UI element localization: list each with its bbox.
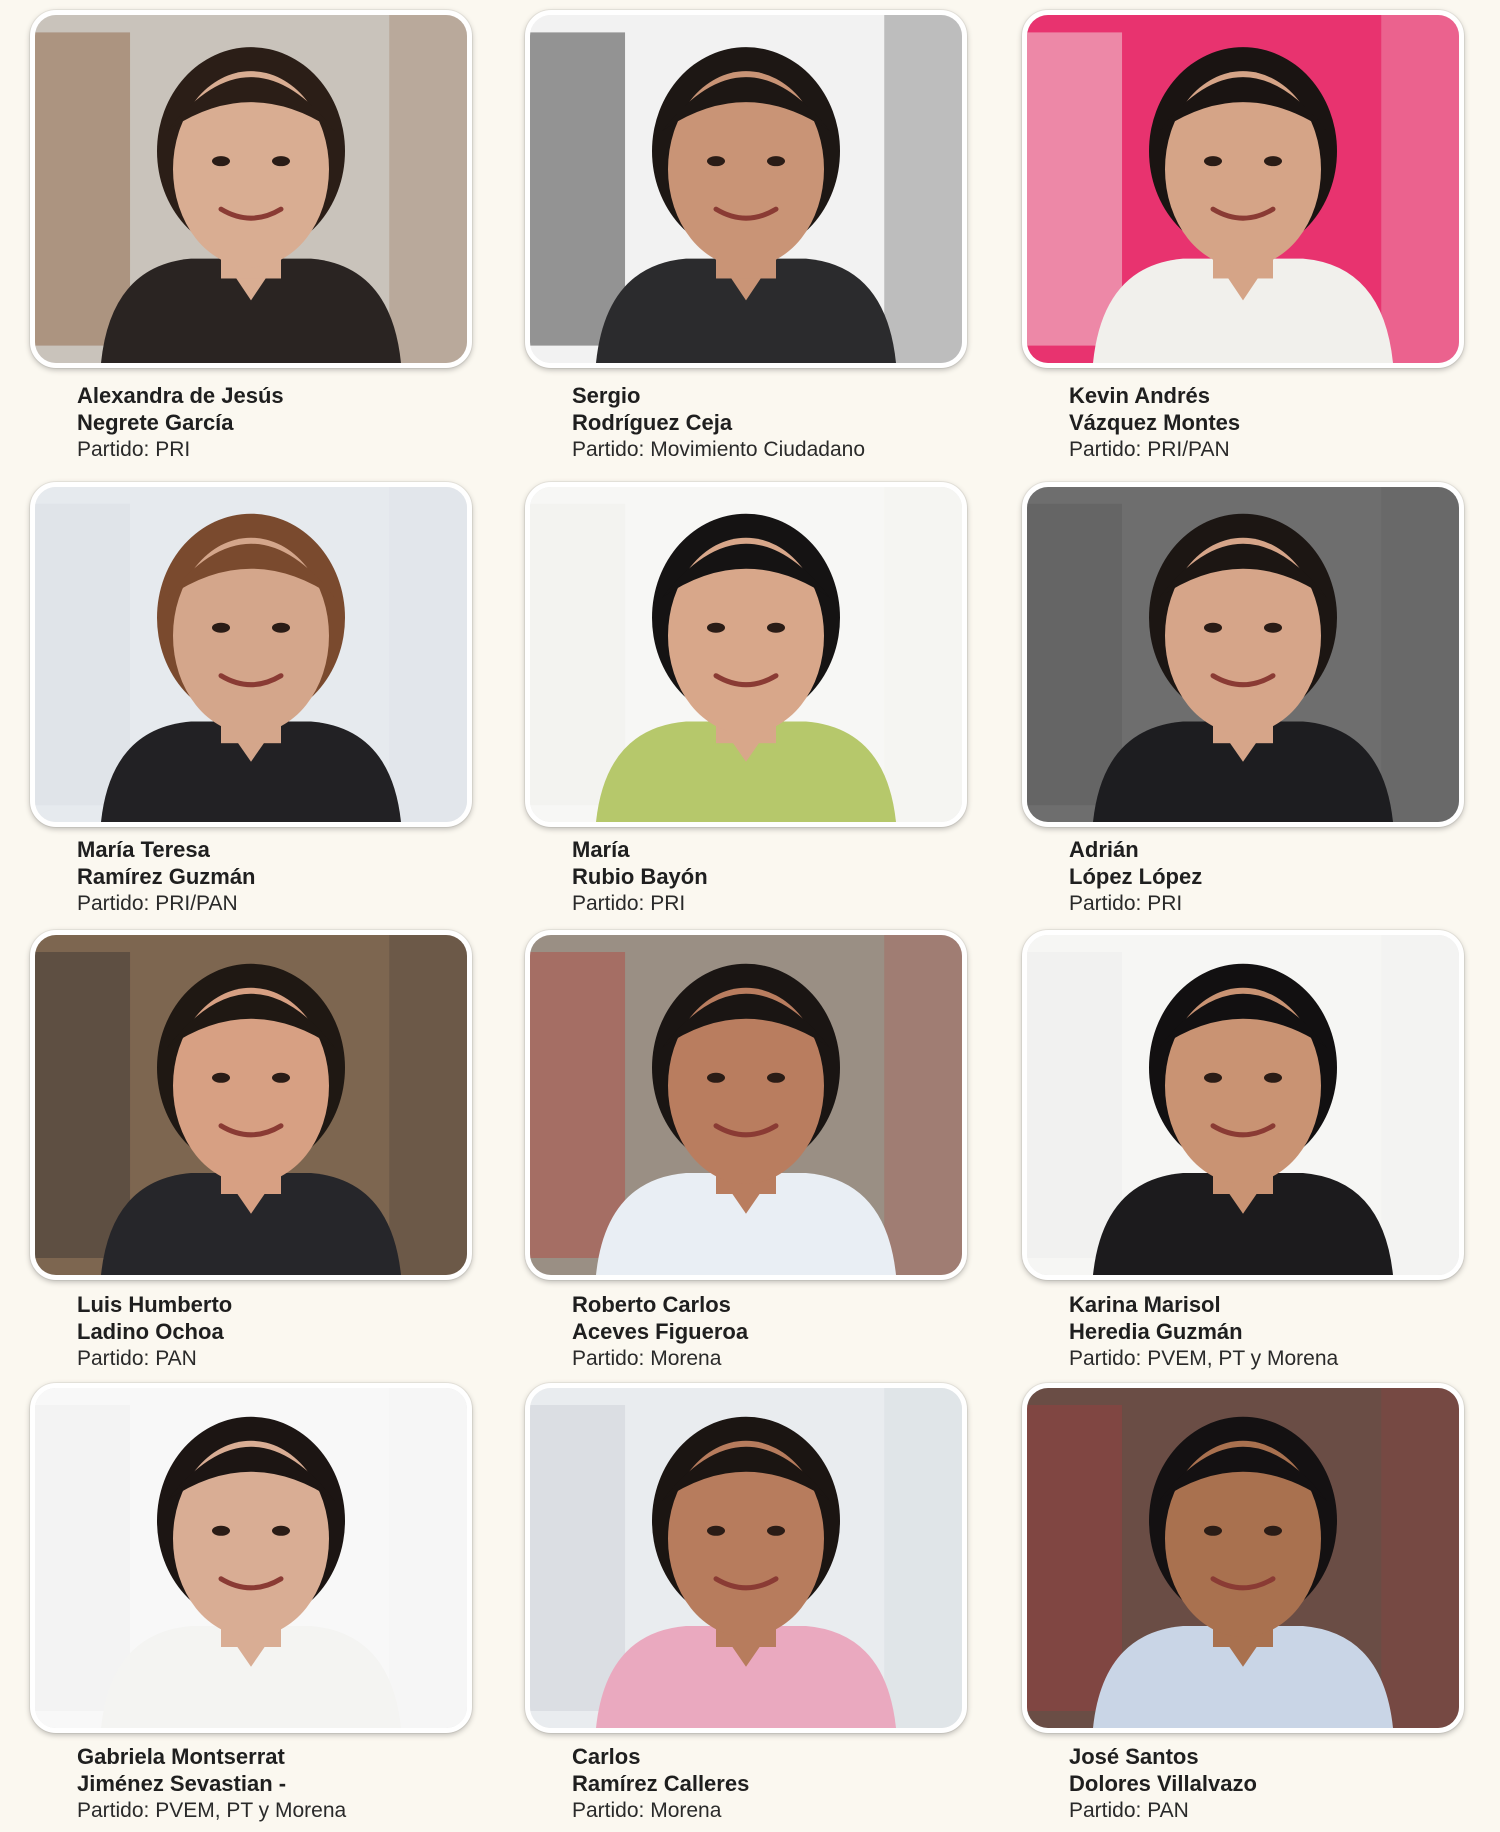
candidate-photo: [1022, 10, 1464, 368]
candidate-photo: [30, 930, 472, 1280]
candidate-caption: [77, 1291, 497, 1372]
candidate-caption: [77, 836, 497, 917]
candidate-first-name: Karina Marisol: [1069, 1292, 1221, 1317]
candidate-last-name: Rodríguez Ceja: [572, 410, 733, 435]
candidate-last-name: Dolores Villalvazo: [1069, 1771, 1257, 1796]
candidate-photo: [30, 10, 472, 368]
candidate-party: Partido: PRI: [77, 438, 191, 461]
candidate-photo: [1022, 1383, 1464, 1733]
portrait-illustration: [35, 15, 467, 363]
candidate-party: Partido: PVEM, PT y Morena: [1069, 1347, 1339, 1370]
candidate-party: Partido: PRI/PAN: [77, 892, 238, 915]
candidate-first-name: Kevin Andrés: [1069, 383, 1211, 408]
candidate-caption: [1069, 1291, 1489, 1372]
candidate-card: [525, 482, 965, 915]
candidate-photo: [30, 482, 472, 827]
candidate-caption: [572, 836, 992, 917]
candidate-last-name: López López: [1069, 864, 1203, 889]
candidate-photo: [525, 10, 967, 368]
candidate-first-name: Carlos: [572, 1744, 641, 1769]
candidate-party: Partido: PVEM, PT y Morena: [77, 1799, 347, 1822]
candidate-card: [525, 10, 965, 461]
candidate-caption: [572, 382, 992, 463]
portrait-illustration: [530, 1388, 962, 1728]
candidate-first-name: Adrián: [1069, 837, 1139, 862]
candidate-party: Partido: PRI: [572, 892, 686, 915]
candidate-last-name: Ladino Ochoa: [77, 1319, 224, 1344]
candidate-caption: [1069, 382, 1489, 463]
candidate-card: [1022, 10, 1462, 461]
candidate-first-name: Sergio: [572, 383, 641, 408]
portrait-illustration: [530, 487, 962, 822]
candidate-first-name: María Teresa: [77, 837, 210, 862]
candidate-party: Partido: PRI/PAN: [1069, 438, 1230, 461]
candidate-first-name: Luis Humberto: [77, 1292, 233, 1317]
candidate-caption: [1069, 1743, 1489, 1824]
candidate-last-name: Aceves Figueroa: [572, 1319, 749, 1344]
portrait-illustration: [35, 1388, 467, 1728]
candidate-last-name: Jiménez Sevastian -: [77, 1771, 287, 1796]
portrait-illustration: [1027, 935, 1459, 1275]
candidate-first-name: María: [572, 837, 630, 862]
candidate-card: [30, 930, 470, 1370]
candidate-card: [1022, 1383, 1462, 1822]
candidate-first-name: Roberto Carlos: [572, 1292, 731, 1317]
candidate-party: Partido: PAN: [1069, 1799, 1189, 1822]
candidate-party: Partido: Morena: [572, 1799, 722, 1822]
candidate-photo: [1022, 930, 1464, 1280]
candidate-card: [1022, 482, 1462, 915]
candidate-caption: [572, 1291, 992, 1372]
candidate-card: [525, 930, 965, 1370]
candidate-card: [30, 10, 470, 461]
candidate-photo: [30, 1383, 472, 1733]
candidate-first-name: José Santos: [1069, 1744, 1199, 1769]
candidate-last-name: Rubio Bayón: [572, 864, 708, 889]
candidate-caption: [77, 1743, 497, 1824]
candidate-last-name: Ramírez Guzmán: [77, 864, 256, 889]
portrait-illustration: [1027, 15, 1459, 363]
candidate-caption: [1069, 836, 1489, 917]
candidate-last-name: Negrete García: [77, 410, 234, 435]
candidate-last-name: Heredia Guzmán: [1069, 1319, 1243, 1344]
portrait-illustration: [35, 935, 467, 1275]
candidate-last-name: Vázquez Montes: [1069, 410, 1241, 435]
candidate-party: Partido: Morena: [572, 1347, 722, 1370]
candidate-caption: [572, 1743, 992, 1824]
candidate-first-name: Alexandra de Jesús: [77, 383, 284, 408]
candidate-photo: [525, 930, 967, 1280]
portrait-illustration: [35, 487, 467, 822]
candidate-photo: [525, 482, 967, 827]
portrait-illustration: [1027, 487, 1459, 822]
candidate-photo: [1022, 482, 1464, 827]
candidate-last-name: Ramírez Calleres: [572, 1771, 750, 1796]
candidate-party: Partido: Movimiento Ciudadano: [572, 438, 865, 461]
portrait-illustration: [530, 935, 962, 1275]
portrait-illustration: [530, 15, 962, 363]
candidate-card: [525, 1383, 965, 1822]
candidate-caption: [77, 382, 497, 463]
candidate-card: [30, 1383, 470, 1822]
candidate-card: [1022, 930, 1462, 1370]
candidate-party: Partido: PAN: [77, 1347, 197, 1370]
candidate-card: [30, 482, 470, 915]
candidate-photo: [525, 1383, 967, 1733]
candidate-first-name: Gabriela Montserrat: [77, 1744, 285, 1769]
candidate-party: Partido: PRI: [1069, 892, 1183, 915]
portrait-illustration: [1027, 1388, 1459, 1728]
